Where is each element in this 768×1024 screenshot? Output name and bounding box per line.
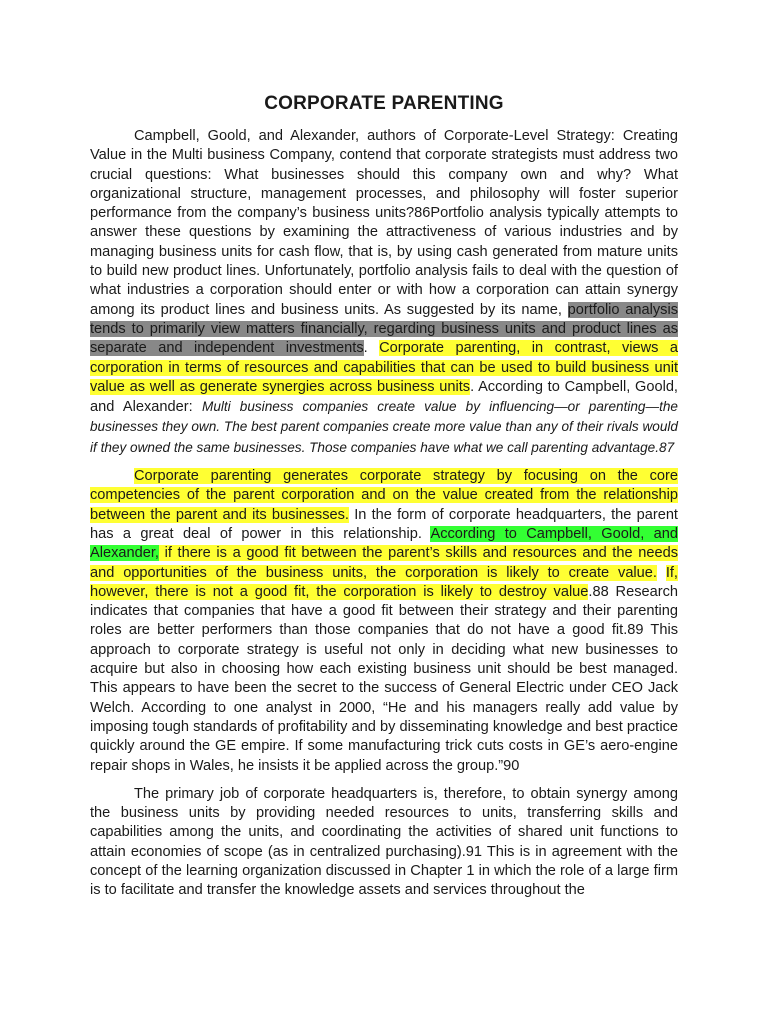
p2-text-1: In the form of corporate headquarters, the parent has a great deal of power in this relationship. (90, 506, 678, 542)
p1-text-2: . (363, 340, 380, 357)
p2-green-highlight: According to Campbell, Goold, and Alexander, (90, 525, 678, 562)
p1-gray-highlight: portfolio analysis tends to primarily view matters financially, regarding business units and product lines as separate and independent investments (90, 301, 678, 357)
p1-italic-quote: Multi business companies create value by influencing—or parenting—the businesses they own. The best parent companies create more value than any of their rivals would if they owned the same businesses. Those companies have what we call parenting advantage.87 (90, 399, 678, 455)
document-title: CORPORATE PARENTING (264, 93, 504, 114)
p2-text-3: .88 Research indicates that companies that have a good fit between their strategy and their parenting roles are better performers than those companies that do not have a good fit.89 This approach to corporate strategy is useful not only in deciding what new businesses to acquire but also in choosing how each existing business unit should be best managed. This appears to have been the secret to the success of General Electric under CEO Jack Welch. According to one analyst in 2000, “He and his managers really add value by imposing tough standards of profitability and by disseminating knowledge and best practice quickly around the GE empire. If some manufacturing trick cuts costs in GE’s aero-engine repair shops in Wales, he insists it be applied across the group.”90 (90, 583, 678, 774)
p1-yellow-highlight: Corporate parenting, in contrast, views a corporation in terms of resources and capabilities that can be used to build business unit value as well as generate synergies across business units (90, 340, 679, 395)
paragraph-1 (90, 127, 678, 458)
p3-text-1: The primary job of corporate headquarters is, therefore, to obtain synergy among the business units by providing needed resources to units, transferring skills and capabilities among the units, and coordinating the activities of shared unit functions to attain economies of scope (as in centralized purchasing).91 This is in agreement with the concept of the learning organization discussed in Chapter 1 in which the role of a large firm is to facilitate and transfer the knowledge assets and services throughout the (90, 785, 678, 899)
paragraph-3 (90, 785, 678, 901)
p1-text-3: . According to Campbell, Goold, and Alexander: (90, 378, 678, 416)
p2-text-2 (657, 565, 666, 581)
paragraph-2 (90, 467, 678, 776)
p2-yellow-highlight-3: If, however, there is not a good fit, the corporation is likely to destroy value (90, 564, 678, 600)
p2-yellow-highlight-1: Corporate parenting generates corporate strategy by focusing on the core competencies of the parent corporation and on the value created from the relationship between the parent and its businesses. (90, 468, 678, 523)
p1-text-1: Campbell, Goold, and Alexander, authors of Corporate-Level Strategy: Creating Value in the Multi business Company, contend that corporate strategists must address two crucial questions: What businesses should this company own and why? What organizational structure, management processes, and philosophy will foster superior performance from the company’s business units?86Portfolio analysis typically attempts to answer these questions by examining the attractiveness of various industries and by managing business units for cash flow, that is, by using cash generated from mature units to build new product lines. Unfortunately, portfolio analysis fails to deal with the question of what industries a corporation should enter or with how a corporation can attain synergy among its product lines and business units. As suggested by its name, (90, 128, 678, 318)
p2-yellow-highlight-2: if there is a good fit between the parent’s skills and resources and the needs and opportunities of the business units, the corporation is likely to create value. (90, 545, 678, 581)
document-body (90, 127, 678, 901)
